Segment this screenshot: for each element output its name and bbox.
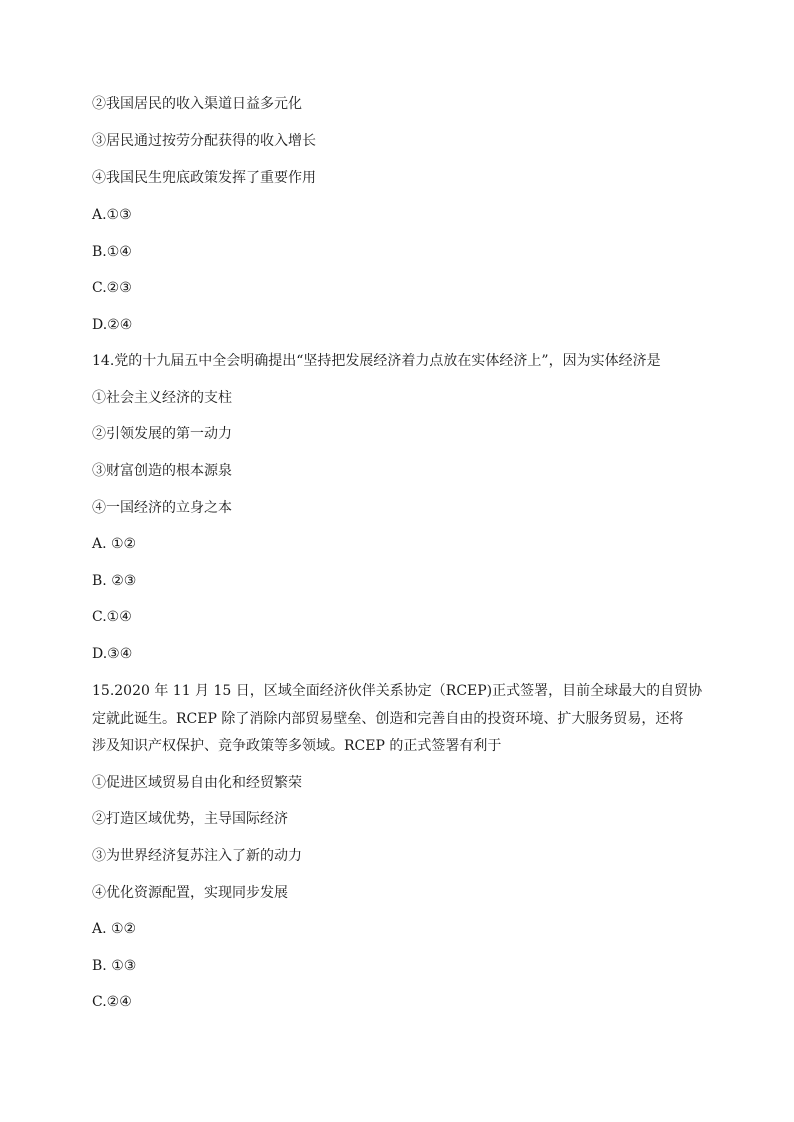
q15-statement-1: ①促进区域贸易自由化和经贸繁荣	[92, 775, 302, 791]
q15-option-c: C.②④	[92, 994, 132, 1010]
q13-statement-2: ②我国居民的收入渠道日益多元化	[92, 96, 302, 112]
q15-option-a: A. ①②	[92, 921, 137, 937]
q15-statement-2: ②打造区域优势，主导国际经济	[92, 811, 288, 827]
q14-statement-2: ②引领发展的第一动力	[92, 426, 232, 442]
q14-option-d: D.③④	[92, 646, 133, 662]
q15-stem-line-2: 定就此诞生。RCEP 除了消除内部贸易壁垒、创造和完善自由的投资环境、扩大服务贸易，还将	[92, 711, 684, 727]
q14-statement-3: ③财富创造的根本源泉	[92, 463, 232, 479]
q13-option-d: D.②④	[92, 317, 133, 333]
q13-statement-3: ③居民通过按劳分配获得的收入增长	[92, 133, 316, 149]
q13-option-c: C.②③	[92, 280, 132, 296]
q15-option-b: B. ①③	[92, 958, 137, 974]
q13-statement-4: ④我国民生兜底政策发挥了重要作用	[92, 170, 316, 186]
q15-statement-3: ③为世界经济复苏注入了新的动力	[92, 848, 302, 864]
q14-stem: 14.党的十九届五中全会明确提出“坚持把发展经济着力点放在实体经济上”，因为实体经济是	[92, 353, 661, 369]
q14-option-a: A. ①②	[92, 536, 137, 552]
q13-option-a: A.①③	[92, 207, 132, 223]
q14-option-b: B. ②③	[92, 573, 137, 589]
q14-statement-1: ①社会主义经济的支柱	[92, 390, 232, 406]
q14-statement-4: ④一国经济的立身之本	[92, 500, 232, 516]
q15-stem-line-1: 15.2020 年 11 月 15 日，区域全面经济伙伴关系协定（RCEP)正式签署，目前全球最大的自贸协	[92, 683, 703, 699]
q13-option-b: B.①④	[92, 244, 132, 260]
q14-option-c: C.①④	[92, 609, 132, 625]
q15-statement-4: ④优化资源配置，实现同步发展	[92, 885, 288, 901]
q15-stem-line-3: 涉及知识产权保护、竞争政策等多领域。RCEP 的正式签署有利于	[92, 738, 502, 754]
